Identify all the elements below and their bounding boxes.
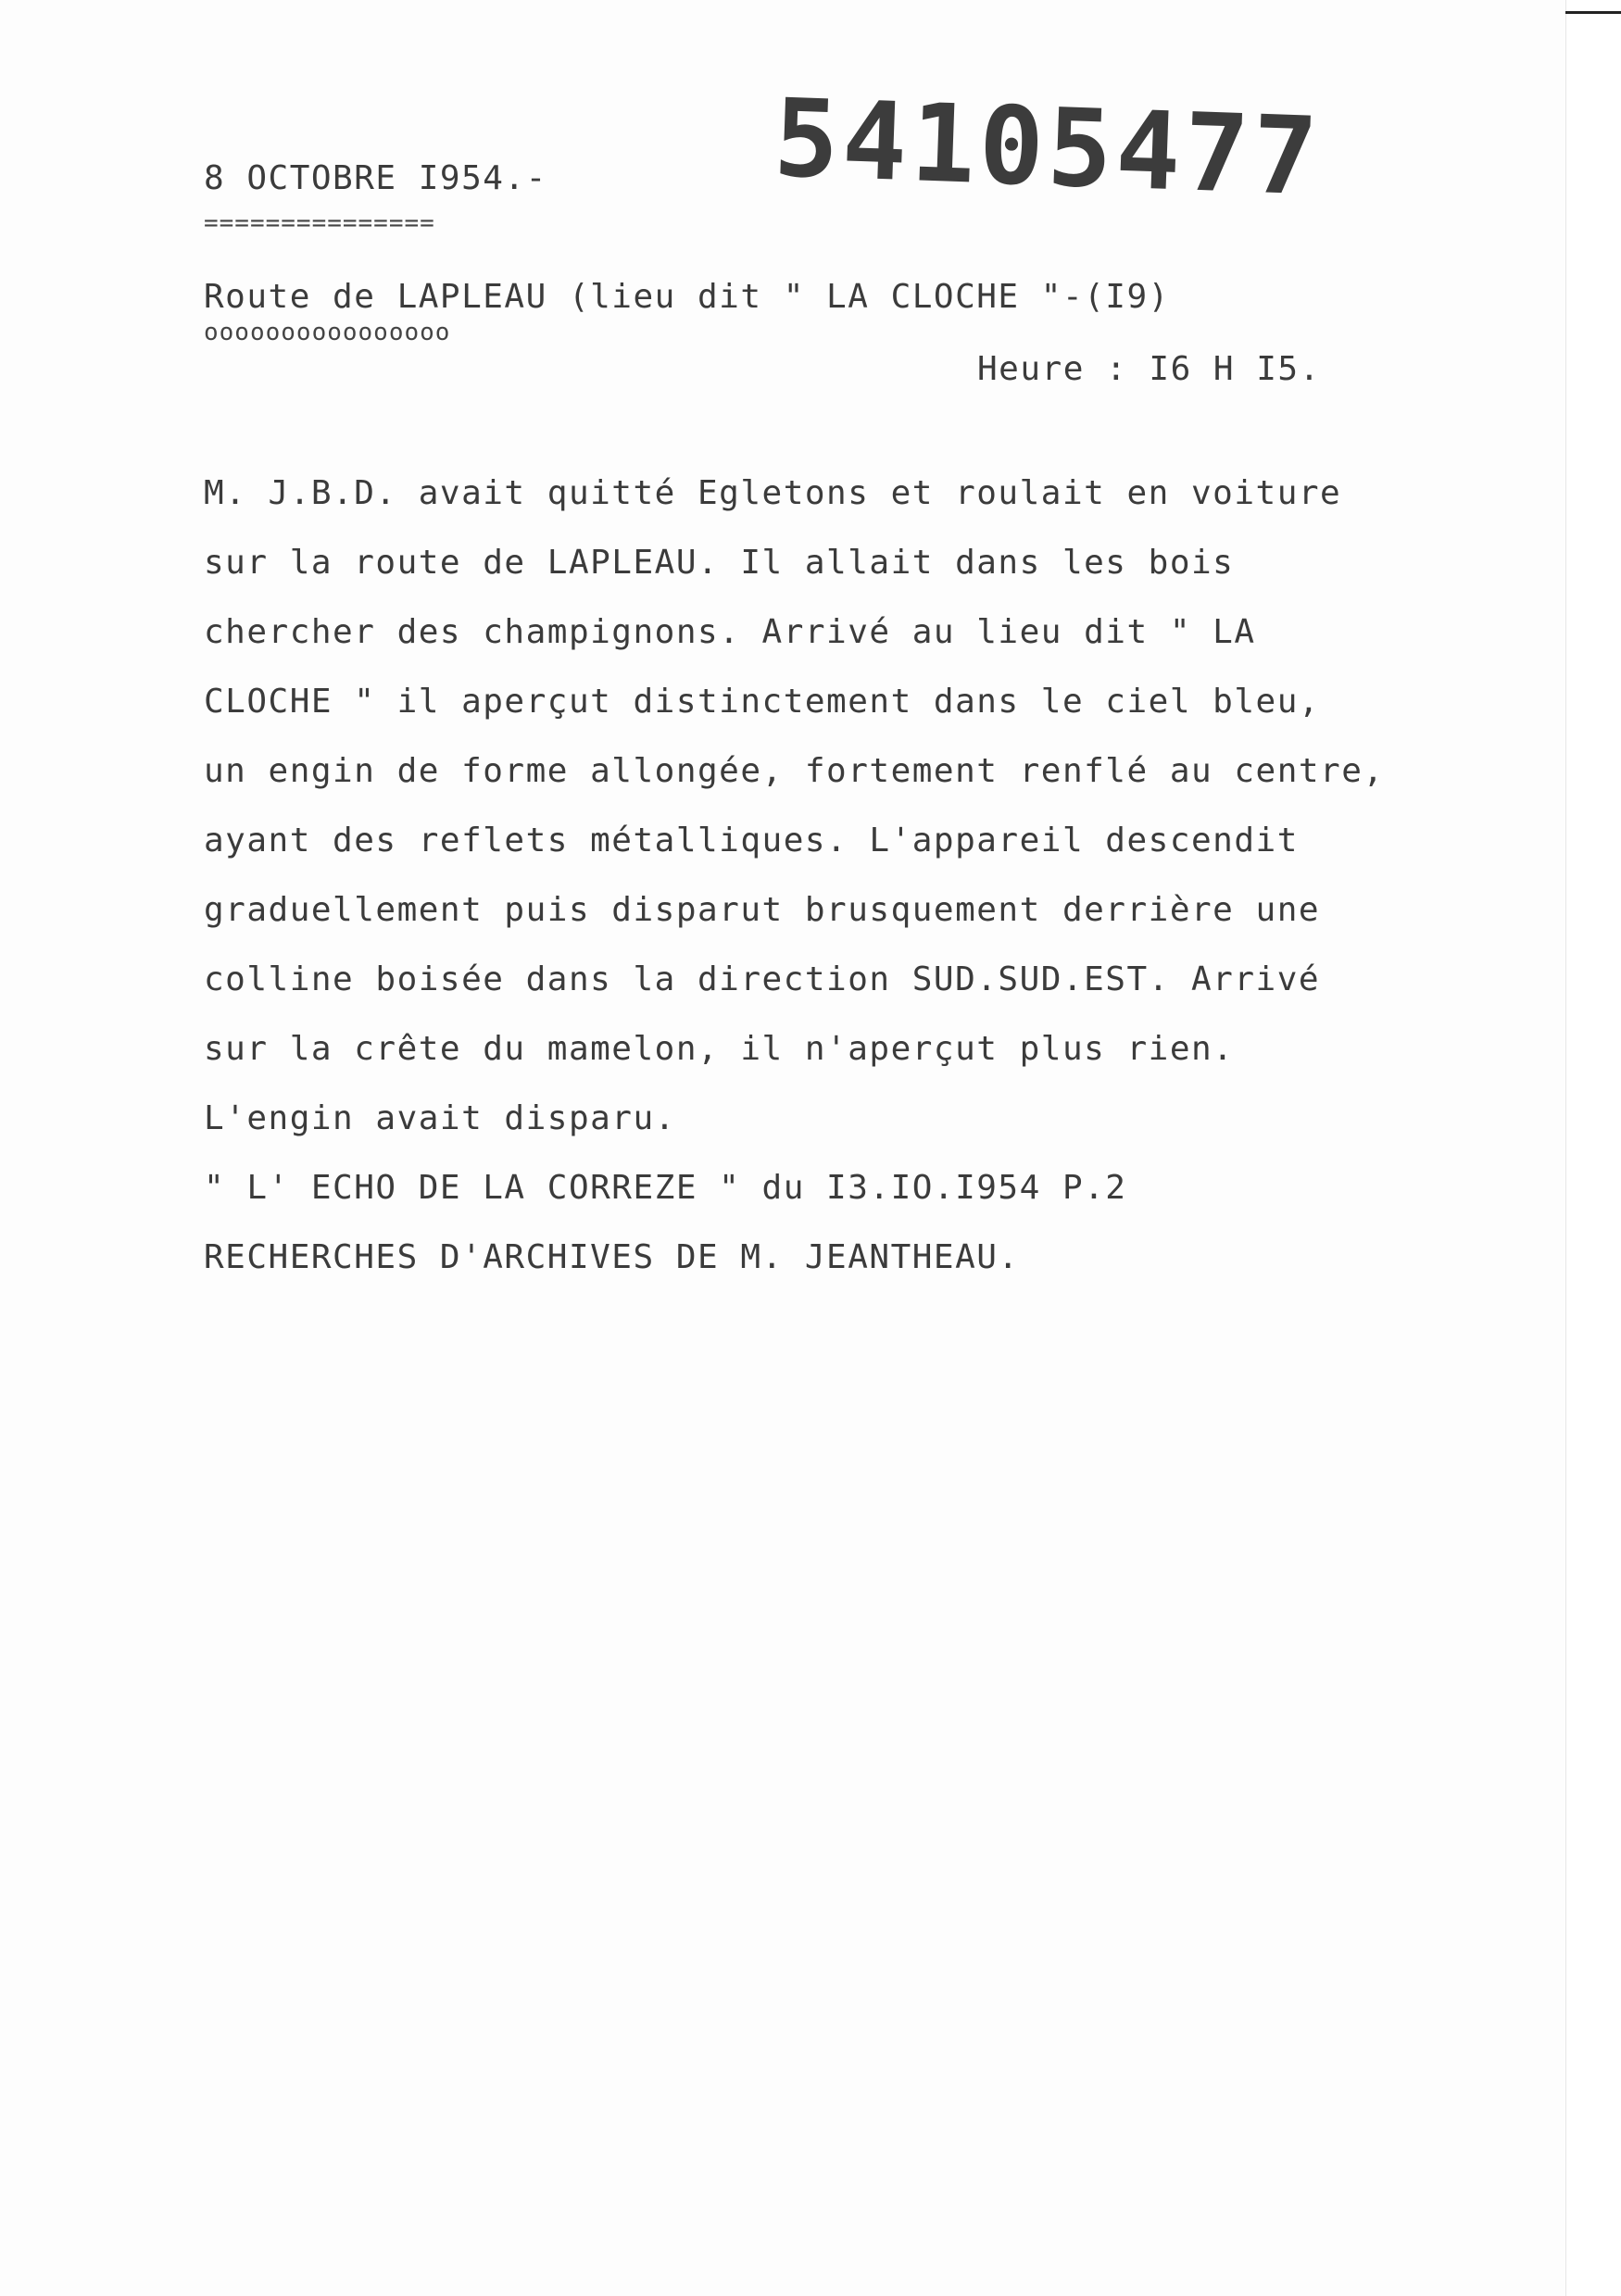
- document-date: 8 OCTOBRE I954.-: [204, 159, 547, 197]
- body-line: graduellement puis disparut brusquement derrière une: [204, 891, 1321, 929]
- body-line: M. J.B.D. avait quitté Egletons et roulait en voiture: [204, 474, 1342, 512]
- page-edge-mark: [1565, 11, 1621, 14]
- body-line: chercher des champignons. Arrivé au lieu dit " LA: [204, 613, 1256, 651]
- date-underline: ===============: [204, 209, 435, 237]
- body-line: un engin de forme allongée, fortement renflé au centre,: [204, 752, 1385, 790]
- reference-number-stamp: 54105477: [772, 76, 1324, 220]
- body-line: CLOCHE " il aperçut distinctement dans le ciel bleu,: [204, 683, 1321, 721]
- body-line: colline boisée dans la direction SUD.SUD.EST. Arrivé: [204, 960, 1321, 998]
- body-line: L'engin avait disparu.: [204, 1099, 676, 1137]
- body-line: sur la route de LAPLEAU. Il allait dans les bois: [204, 544, 1235, 582]
- report-body: [204, 458, 1385, 1292]
- time-line: Heure : I6 H I5.: [977, 350, 1321, 388]
- location-heading: Route de LAPLEAU (lieu dit " LA CLOCHE "-(I9): [204, 278, 1170, 316]
- body-line: ayant des reflets métalliques. L'appareil descendit: [204, 822, 1299, 859]
- body-line: sur la crête du mamelon, il n'aperçut plus rien.: [204, 1030, 1235, 1068]
- archive-credit: RECHERCHES D'ARCHIVES DE M. JEANTHEAU.: [204, 1238, 1020, 1276]
- source-citation: " L' ECHO DE LA CORREZE " du I3.IO.I954 P.2: [204, 1169, 1127, 1207]
- location-underline: oooooooooooooooo: [204, 319, 451, 346]
